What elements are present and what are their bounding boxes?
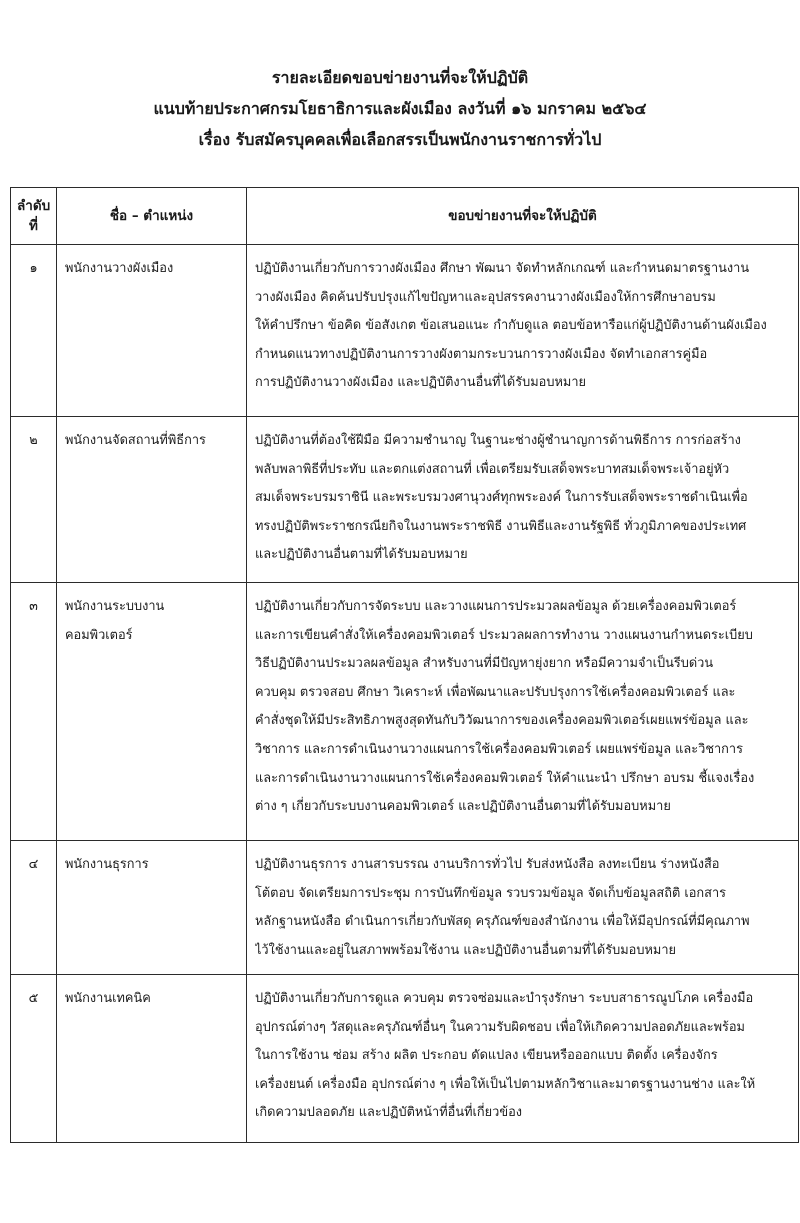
position-line: คอมพิวเตอร์ bbox=[65, 627, 133, 643]
duty-line: ปฏิบัติงานเกี่ยวกับการจัดระบบ และวางแผนการประมวลผลข้อมูล ด้วยเครื่องคอมพิวเตอร์ bbox=[255, 599, 737, 614]
table-header-row bbox=[11, 188, 799, 245]
header-title: รายละเอียดขอบข่ายงานที่จะให้ปฏิบัติ bbox=[271, 68, 529, 87]
duty-line: ในการใช้งาน ซ่อม สร้าง ผลิต ประกอบ ดัดแปลง เขียนหรือออกแบบ ติดตั้ง เครื่องจักร bbox=[255, 1048, 718, 1064]
duty-line: ปฏิบัติงานธุรการ งานสารบรรณ งานบริการทั่วไป รับส่งหนังสือ ลงทะเบียน ร่างหนังสือ bbox=[255, 857, 720, 872]
table-row bbox=[11, 975, 799, 1143]
duty-line: หลักฐานหนังสือ ดำเนินการเกี่ยวกับพัสดุ ครุภัณฑ์ของสำนักงาน เพื่อให้มีอุปกรณ์ที่มีคุณภาพ bbox=[255, 914, 750, 930]
duty-line: โต้ตอบ จัดเตรียมการประชุม การบันทึกข้อมูล รวบรวมข้อมูล จัดเก็บข้อมูลสถิติ เอกสาร bbox=[255, 885, 727, 901]
position-line: พนักงานวางผังเมือง bbox=[65, 261, 174, 276]
duty-description bbox=[247, 975, 799, 1143]
position-line: พนักงานระบบงาน bbox=[65, 599, 165, 614]
duty-line: ไว้ใช้งานและอยู่ในสภาพพร้อมใช้งาน และปฏิบัติงานอื่นตามที่ได้รับมอบหมาย bbox=[255, 942, 676, 958]
position-name bbox=[57, 975, 247, 1143]
duty-line: ปฏิบัติงานเกี่ยวกับการวางผังเมือง ศึกษา พัฒนา จัดทำหลักเกณฑ์ และกำหนดมาตรฐานงาน bbox=[255, 261, 750, 276]
position-name bbox=[57, 245, 247, 417]
position-name bbox=[57, 583, 247, 841]
table-row bbox=[11, 245, 799, 417]
table-row bbox=[11, 583, 799, 841]
table-row bbox=[11, 417, 799, 583]
header-subject: เรื่อง รับสมัครบุคคลเพื่อเลือกสรรเป็นพนักงานราชการทั่วไป bbox=[198, 130, 602, 149]
row-number: ๓ bbox=[11, 583, 57, 841]
duty-line: และปฏิบัติงานอื่นตามที่ได้รับมอบหมาย bbox=[255, 547, 468, 563]
duty-line: และการดำเนินงานวางแผนการใช้เครื่องคอมพิวเตอร์ ให้คำแนะนำ ปรึกษา อบรม ชี้แจงเรื่อง bbox=[255, 770, 755, 786]
duty-line: ทรงปฏิบัติพระราชกรณียกิจในงานพระราชพิธี งานพิธีและงานรัฐพิธี ทั่วภูมิภาคของประเทศ bbox=[255, 518, 747, 534]
duty-line: กำหนดแนวทางปฏิบัติงานการวางผังตามกระบวนการวางผังเมือง จัดทำเอกสารคู่มือ bbox=[255, 346, 708, 362]
row-number: ๕ bbox=[11, 975, 57, 1143]
duties-table bbox=[10, 187, 799, 1143]
duty-line: วางผังเมือง คิดค้นปรับปรุงแก้ไขปัญหาและอุปสรรคงานวางผังเมืองให้การศึกษาอบรม bbox=[255, 289, 716, 305]
row-number: ๒ bbox=[11, 417, 57, 583]
duty-line: ให้คำปรึกษา ข้อคิด ข้อสังเกต ข้อเสนอแนะ กำกับดูแล ตอบข้อหารือแก่ผู้ปฏิบัติงานด้านผังเมือง bbox=[255, 318, 767, 334]
duty-description bbox=[247, 417, 799, 583]
row-number: ๑ bbox=[11, 245, 57, 417]
position-name bbox=[57, 417, 247, 583]
duty-line: คำสั่งชุดให้มีประสิทธิภาพสูงสุดทันกับวิวัฒนาการของเครื่องคอมพิวเตอร์เผยแพร่ข้อมูล และ bbox=[255, 713, 749, 729]
duty-line: ควบคุม ตรวจสอบ ศึกษา วิเคราะห์ เพื่อพัฒนาและปรับปรุงการใช้เครื่องคอมพิวเตอร์ และ bbox=[255, 684, 736, 700]
duty-description bbox=[247, 245, 799, 417]
duty-line: ปฏิบัติงานที่ต้องใช้ฝีมือ มีความชำนาญ ในฐานะช่างผู้ชำนาญการด้านพิธีการ การก่อสร้าง bbox=[255, 433, 741, 448]
duty-line: เครื่องยนต์ เครื่องมือ อุปกรณ์ต่าง ๆ เพื่อให้เป็นไปตามหลักวิชาและมาตรฐานงานช่าง และให้ bbox=[255, 1076, 756, 1092]
duty-line: การปฏิบัติงานวางผังเมือง และปฏิบัติงานอื่นที่ได้รับมอบหมาย bbox=[255, 375, 587, 391]
duty-line: เกิดความปลอดภัย และปฏิบัติหน้าที่อื่นที่เกี่ยวข้อง bbox=[255, 1105, 523, 1121]
column-header-position: ชื่อ – ตำแหน่ง bbox=[57, 188, 247, 245]
duty-line: อุปกรณ์ต่างๆ วัสดุและครุภัณฑ์อื่นๆ ในความรับผิดชอบ เพื่อให้เกิดความปลอดภัยและพร้อม bbox=[255, 1019, 745, 1035]
column-header-duties: ขอบข่ายงานที่จะให้ปฏิบัติ bbox=[247, 188, 799, 245]
table-row bbox=[11, 841, 799, 975]
row-number: ๔ bbox=[11, 841, 57, 975]
duty-line: วิธีปฏิบัติงานประมวลผลข้อมูล สำหรับงานที่มีปัญหายุ่งยาก หรือมีความจำเป็นรีบด่วน bbox=[255, 656, 714, 672]
duty-line: ปฏิบัติงานเกี่ยวกับการดูแล ควบคุม ตรวจซ่อมและบำรุงรักษา ระบบสาธารณูปโภค เครื่องมือ bbox=[255, 991, 754, 1006]
header-reference: แนบท้ายประกาศกรมโยธาธิการและผังเมือง ลงวันที่ ๑๖ มกราคม ๒๕๖๔ bbox=[153, 99, 647, 118]
duty-line: พลับพลาพิธีที่ประทับ และตกแต่งสถานที่ เพื่อเตรียมรับเสด็จพระบาทสมเด็จพระเจ้าอยู่หัว bbox=[255, 461, 730, 477]
duty-description bbox=[247, 583, 799, 841]
position-line: พนักงานจัดสถานที่พิธีการ bbox=[65, 433, 206, 448]
column-header-no: ลำดับที่ bbox=[11, 188, 57, 245]
position-name bbox=[57, 841, 247, 975]
position-line: พนักงานธุรการ bbox=[65, 857, 149, 872]
duty-line: สมเด็จพระบรมราชินี และพระบรมวงศานุวงศ์ทุกพระองค์ ในการรับเสด็จพระราชดำเนินเพื่อ bbox=[255, 490, 748, 506]
duty-description bbox=[247, 841, 799, 975]
position-line: พนักงานเทคนิค bbox=[65, 991, 151, 1006]
duty-line: ต่าง ๆ เกี่ยวกับระบบงานคอมพิวเตอร์ และปฏิบัติงานอื่นตามที่ได้รับมอบหมาย bbox=[255, 799, 671, 815]
duty-line: วิชาการ และการดำเนินงานวางแผนการใช้เครื่องคอมพิวเตอร์ เผยแพร่ข้อมูล และวิชาการ bbox=[255, 741, 743, 757]
document-header bbox=[0, 62, 800, 155]
duty-line: และการเขียนคำสั่งให้เครื่องคอมพิวเตอร์ ประมวลผลการทำงาน วางแผนงานกำหนดระเบียบ bbox=[255, 627, 753, 643]
